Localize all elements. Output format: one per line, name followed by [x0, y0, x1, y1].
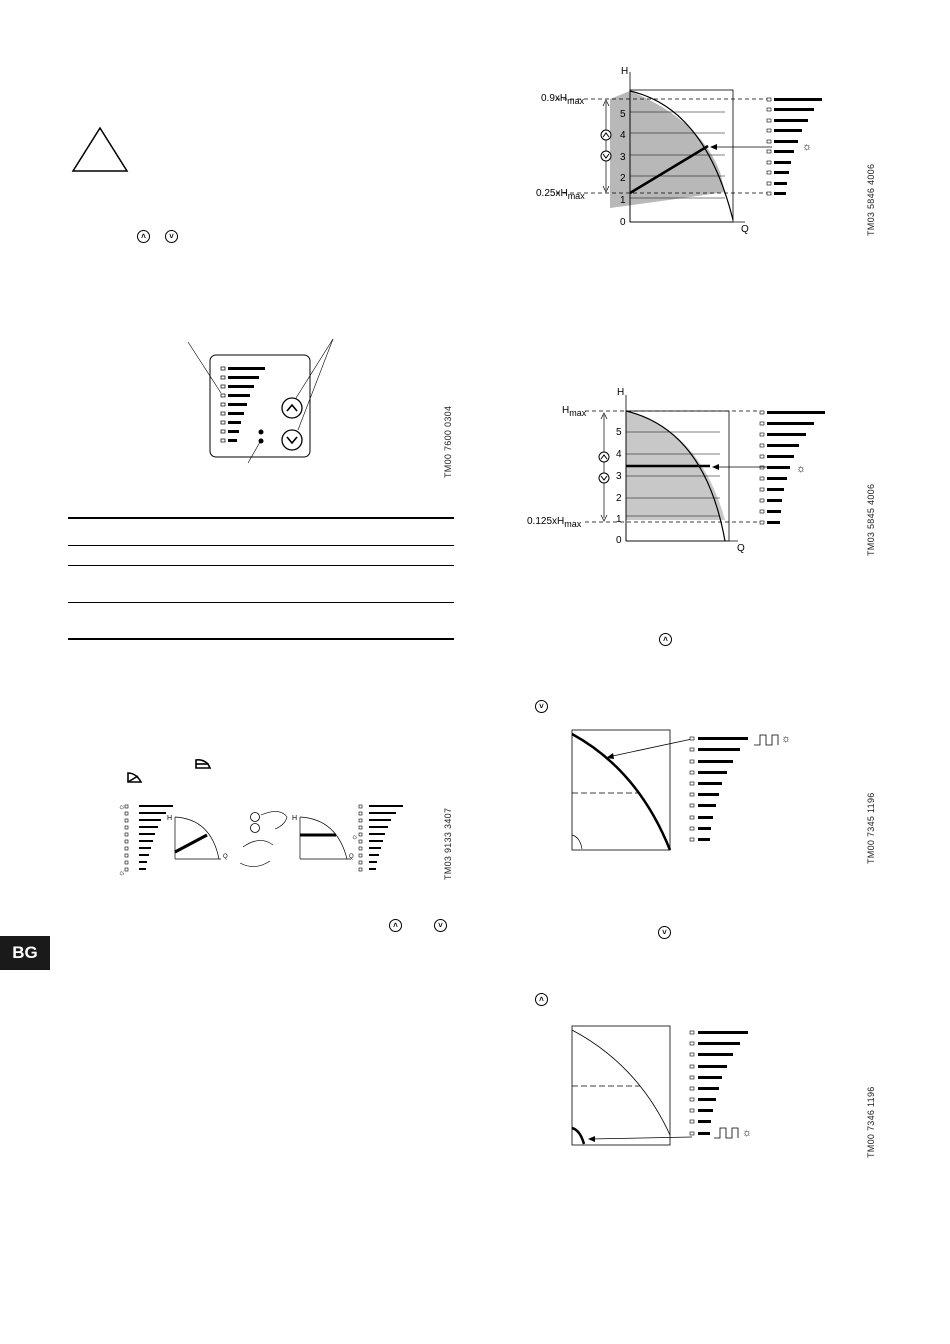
- up-button-icon: ˄: [389, 919, 402, 932]
- fig4-top-label: $H_{max}$: [562, 405, 587, 418]
- constant-pressure-icon: [194, 758, 212, 770]
- figure-code-2: TM03 9133 3407: [443, 807, 453, 880]
- fig3-bottom-label: $0.25xH_{max}$: [536, 188, 585, 201]
- svg-text:H: H: [292, 815, 298, 822]
- table-top-rule: [68, 517, 454, 519]
- language-badge: BG: [0, 936, 50, 970]
- down-button-icon: ˅: [165, 230, 178, 243]
- fig4-bottom-label: $0.125xH_{max}$: [527, 516, 582, 529]
- table-rule: [68, 545, 454, 546]
- figure-code-3: TM03 5846 4006: [866, 163, 876, 236]
- down-button-icon: ˅: [658, 926, 671, 939]
- max-curve-figure: [568, 725, 808, 855]
- figure-code-5: TM00 7345 1196: [866, 792, 876, 864]
- up-button-icon: ˄: [137, 230, 150, 243]
- tick-4: 4: [616, 449, 622, 460]
- tick-0: 0: [616, 535, 622, 546]
- axis-h-label: H: [617, 387, 625, 398]
- tick-2: 2: [616, 493, 622, 504]
- tick-0: 0: [620, 217, 626, 228]
- up-button-icon: ˄: [659, 633, 672, 646]
- axis-q-label: Q: [741, 224, 749, 235]
- tick-4: 4: [620, 130, 626, 141]
- warning-triangle-icon: [70, 125, 130, 175]
- tick-2: 2: [620, 173, 626, 184]
- svg-text:☼: ☼: [351, 832, 359, 841]
- figure-code-4: TM03 5845 4006: [866, 483, 876, 556]
- light-icon: ☼: [796, 463, 807, 475]
- down-button-icon: ˅: [434, 919, 447, 932]
- proportional-pressure-icon: [126, 771, 144, 784]
- tick-5: 5: [620, 109, 626, 120]
- proportional-pressure-chart: [520, 60, 840, 240]
- table-rule: [68, 602, 454, 603]
- table-rule: [68, 565, 454, 566]
- control-mode-switch-figure: [115, 795, 415, 880]
- light-icon: ☼: [742, 1127, 753, 1139]
- svg-text:H: H: [167, 815, 173, 822]
- axis-q-label: Q: [737, 543, 745, 554]
- up-button-icon: ˄: [535, 993, 548, 1006]
- fig3-top-label: $0.9xH_{max}$: [541, 93, 585, 106]
- table-bottom-rule: [68, 638, 454, 640]
- tick-3: 3: [616, 471, 622, 482]
- min-curve-figure: [568, 1020, 808, 1150]
- blink-icon: [754, 735, 778, 745]
- tick-1: 1: [616, 514, 622, 525]
- figure-code-6: TM00 7346 1196: [866, 1086, 876, 1158]
- down-button-icon: ˅: [535, 700, 548, 713]
- svg-text:Q: Q: [223, 854, 228, 860]
- svg-text:☼: ☼: [118, 868, 126, 877]
- svg-text:Q: Q: [349, 854, 354, 860]
- svg-text:☼: ☼: [118, 802, 126, 811]
- blink-icon: [714, 1128, 738, 1138]
- light-icon: ☼: [781, 733, 792, 745]
- light-icon: ☼: [802, 141, 813, 153]
- figure-code-1: TM00 7600 0304: [443, 405, 453, 478]
- axis-h-label: H: [621, 66, 629, 77]
- control-panel-figure: [185, 335, 345, 475]
- tick-1: 1: [620, 195, 626, 206]
- tick-3: 3: [620, 152, 626, 163]
- tick-5: 5: [616, 427, 622, 438]
